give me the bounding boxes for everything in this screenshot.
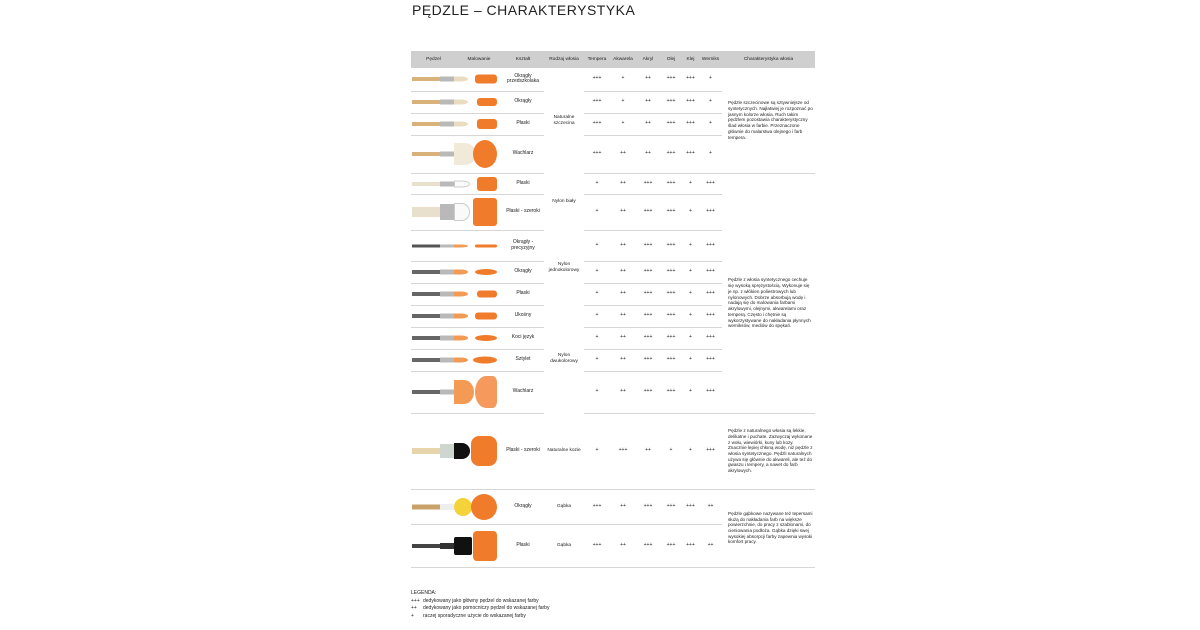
rating-cell: +++: [660, 135, 682, 173]
paint-stroke-icon: [473, 140, 497, 168]
rating-cell: +: [584, 261, 610, 283]
rating-cell: +: [610, 68, 636, 91]
brush-image-cell: [411, 173, 502, 194]
rating-cell: ++: [610, 371, 636, 413]
rating-cell: +++: [660, 113, 682, 135]
rating-cell: +: [584, 413, 610, 489]
shape-cell: Koci język: [502, 327, 544, 349]
rating-cell: +++: [699, 261, 722, 283]
rating-cell: +++: [699, 230, 722, 261]
rating-cell: +++: [636, 327, 660, 349]
rating-cell: ++: [610, 261, 636, 283]
rating-cell: +++: [636, 305, 660, 327]
paint-stroke-icon: [473, 357, 497, 364]
rating-cell: ++: [699, 524, 722, 567]
rating-cell: +: [584, 327, 610, 349]
shape-cell: Sztylet: [502, 349, 544, 371]
description-cell: Pędzle szczecinowe są sztywniejsze od syntetycznych. Najłatwiej je rozpoznać po jasnym kolorze włosia. Ruch takim pędzlem pozostawia charakterystyczny ślad włosia w farbie. Przeznaczone głównie do malarstwa olejnego i farb tempera.: [722, 68, 815, 173]
brush-table: [411, 51, 815, 568]
bristle-type-cell: Gąbka: [544, 489, 584, 524]
shape-cell: Płaski - szeroki: [502, 194, 544, 230]
rating-cell: +: [699, 135, 722, 173]
bristle-type-cell: Nylon jednokolorowy: [548, 261, 580, 273]
paint-stroke-icon: [477, 119, 497, 129]
header-cell: Akryl: [636, 51, 660, 68]
rating-cell: +++: [636, 349, 660, 371]
brush-image-cell: [411, 327, 502, 349]
rating-cell: +: [584, 349, 610, 371]
rating-cell: +++: [699, 349, 722, 371]
header-cell: Werniks: [699, 51, 722, 68]
rating-cell: +: [584, 230, 610, 261]
rating-cell: +++: [636, 524, 660, 567]
rating-cell: +++: [699, 194, 722, 230]
rating-cell: +++: [699, 371, 722, 413]
table-row: [411, 68, 815, 91]
rating-cell: +++: [682, 489, 699, 524]
bristle-type-cell: Naturalne szczecina: [553, 114, 575, 126]
brush-image-cell: [411, 68, 502, 91]
rating-cell: +++: [699, 283, 722, 305]
bristle-type-cell: Nylon biały: [552, 198, 576, 204]
legend-text: dedykowany jako główny pędzel do wskazanej farby: [423, 597, 539, 604]
paint-stroke-icon: [473, 531, 497, 561]
rating-cell: ++: [610, 230, 636, 261]
rating-cell: +++: [699, 305, 722, 327]
rating-cell: ++: [610, 194, 636, 230]
rating-cell: +++: [636, 283, 660, 305]
rating-cell: +++: [660, 524, 682, 567]
paint-stroke-icon: [477, 177, 497, 191]
rating-cell: ++: [610, 524, 636, 567]
rating-cell: +: [584, 283, 610, 305]
header-cell: Rodzaj włosia: [544, 51, 584, 68]
rating-cell: +: [610, 91, 636, 113]
rating-cell: +++: [584, 91, 610, 113]
rating-cell: +: [682, 413, 699, 489]
rating-cell: ++: [610, 305, 636, 327]
brush-image-cell: [411, 230, 502, 261]
shape-cell: Płaski: [502, 113, 544, 135]
header-cell: Charakterystyka włosia: [722, 51, 815, 68]
rating-cell: +: [699, 113, 722, 135]
brush-image-cell: [411, 524, 502, 567]
header-cell: Klej: [682, 51, 699, 68]
shape-cell: Okrągły - precyzyjny: [502, 230, 544, 261]
description-cell: Pędzle z włosia syntetycznego cechuje się wysoką sprężystością. Wykonuje się je np. z włókien poliestrowych lub nylonowych. Dobrze absorbują wodę i nadają się do malowania farbami akrylowymi, olejnymi, akwarelami oraz temperą. Często i chętnie są wykorzystywane do nakładania płynnych werniksów, mediów do spękań.: [722, 194, 815, 413]
rating-cell: +: [682, 173, 699, 194]
shape-cell: Okrągły: [502, 489, 544, 524]
rating-cell: ++: [610, 489, 636, 524]
rating-cell: +++: [699, 327, 722, 349]
rating-cell: +++: [660, 283, 682, 305]
rating-cell: +++: [660, 327, 682, 349]
brush-image-cell: [411, 194, 502, 230]
rating-cell: ++: [610, 327, 636, 349]
paint-stroke-icon: [477, 98, 497, 106]
rating-cell: +: [682, 349, 699, 371]
header-cell: Olej: [660, 51, 682, 68]
header-cell: Malowanie: [456, 51, 502, 68]
paint-stroke-icon: [477, 291, 497, 298]
rating-cell: +++: [636, 230, 660, 261]
rating-cell: +++: [636, 371, 660, 413]
legend-item: [411, 605, 549, 613]
rating-cell: +++: [660, 194, 682, 230]
rating-cell: +++: [660, 261, 682, 283]
rating-cell: +++: [660, 91, 682, 113]
rating-cell: ++: [636, 113, 660, 135]
paint-stroke-icon: [471, 436, 497, 466]
rating-cell: ++: [610, 349, 636, 371]
rating-cell: +++: [610, 413, 636, 489]
rating-cell: +++: [660, 371, 682, 413]
brush-image-cell: [411, 283, 502, 305]
rating-cell: +++: [636, 173, 660, 194]
rating-cell: +: [660, 413, 682, 489]
shape-cell: Płaski: [502, 283, 544, 305]
rating-cell: +: [682, 261, 699, 283]
shape-cell: Ukośny: [502, 305, 544, 327]
paint-stroke-icon: [471, 494, 497, 520]
paint-stroke-icon: [475, 376, 497, 408]
rating-cell: +++: [660, 230, 682, 261]
legend-symbol: +++: [411, 597, 420, 604]
header-cell: Akwarela: [610, 51, 636, 68]
brush-image-cell: [411, 113, 502, 135]
rating-cell: +++: [682, 91, 699, 113]
legend-text: raczej sporadyczne użycie do wskazanej farby: [423, 612, 526, 619]
brush-image-cell: [411, 135, 502, 173]
rating-cell: +: [584, 173, 610, 194]
description-cell: Pędzle gąbkowe nazywane też tepersami służą do nakładania farb na większe powierzchnie, do pracy z szablonami, do cieniowania podłoża. Gąbka dzięki swej wysokiej absorpcji farby zapewnia wysoki komfort pracy.: [722, 489, 815, 567]
paint-stroke-icon: [475, 313, 497, 320]
rating-cell: ++: [636, 91, 660, 113]
rating-cell: +++: [660, 173, 682, 194]
rating-cell: +++: [660, 489, 682, 524]
rating-cell: +: [610, 113, 636, 135]
rating-cell: +: [682, 194, 699, 230]
rating-cell: +++: [636, 489, 660, 524]
rating-cell: ++: [636, 135, 660, 173]
brush-image-cell: [411, 489, 502, 524]
description-cell-empty: [722, 173, 815, 194]
rating-cell: ++: [610, 173, 636, 194]
shape-cell: Wachlarz: [502, 371, 544, 413]
bristle-type-cell: Gąbka: [544, 524, 584, 567]
legend-title: LEGENDA:: [411, 590, 437, 596]
paint-stroke-icon: [475, 335, 497, 341]
legend-item: [411, 598, 549, 606]
shape-cell: Płaski: [502, 524, 544, 567]
rating-cell: ++: [610, 135, 636, 173]
brush-image-cell: [411, 261, 502, 283]
rating-cell: +++: [682, 68, 699, 91]
shape-cell: Okrągły: [502, 261, 544, 283]
rating-cell: +: [584, 194, 610, 230]
rating-cell: +++: [660, 68, 682, 91]
rating-cell: +++: [584, 113, 610, 135]
rating-cell: ++: [699, 489, 722, 524]
bristle-type-cell: Naturalne kozie: [544, 413, 584, 489]
rating-cell: +: [584, 371, 610, 413]
brush-image-cell: [411, 305, 502, 327]
table-row: [411, 194, 815, 230]
paint-stroke-icon: [475, 244, 497, 247]
shape-cell: Wachlarz: [502, 135, 544, 173]
rating-cell: +++: [699, 173, 722, 194]
rating-cell: +: [682, 230, 699, 261]
rating-cell: +++: [584, 135, 610, 173]
rating-cell: +++: [682, 524, 699, 567]
legend-symbol: +: [411, 612, 414, 619]
legend: [411, 590, 549, 620]
legend-symbol: ++: [411, 605, 417, 611]
rating-cell: +: [584, 305, 610, 327]
page-title: PĘDZLE – CHARAKTERYSTYKA: [412, 2, 636, 18]
shape-cell: Okrągły przedszkolaka: [502, 68, 544, 91]
rating-cell: +++: [682, 113, 699, 135]
brush-image-cell: [411, 371, 502, 413]
rating-cell: +++: [584, 489, 610, 524]
paint-stroke-icon: [475, 75, 497, 84]
rating-cell: +++: [682, 135, 699, 173]
rating-cell: +++: [584, 524, 610, 567]
table-row: [411, 173, 815, 194]
shape-cell: Płaski - szeroki: [502, 413, 544, 489]
brush-image-cell: [411, 413, 502, 489]
rating-cell: +++: [636, 261, 660, 283]
rating-cell: ++: [610, 283, 636, 305]
shape-cell: Płaski: [502, 173, 544, 194]
rating-cell: +++: [636, 194, 660, 230]
table-row: [411, 489, 815, 524]
description-cell: Pędzle z naturalnego włosia są lekkie, delikatne i puchate. Zazwyczaj wykonane z wołu, wiewiórki, kuny lub kozy. Znacznie lepiej chłoną wodę, niż pędzle z włosia syntetycznego. Pędzli naturalnych używa się głównie do akwareli, ale też do gwaszu i tempery, a nawet do farb akrylowych.: [722, 413, 815, 489]
header-cell: Kształt: [502, 51, 544, 68]
rating-cell: +: [699, 91, 722, 113]
legend-text: dedykowany jako pomocniczy pędzel do wskazanej farby: [423, 605, 550, 611]
rating-cell: +: [682, 371, 699, 413]
header-cell: Pędzel: [411, 51, 456, 68]
rating-cell: +++: [660, 305, 682, 327]
rating-cell: ++: [636, 413, 660, 489]
brush-image-cell: [411, 91, 502, 113]
rating-cell: +++: [660, 349, 682, 371]
rating-cell: +++: [584, 68, 610, 91]
table-header: [411, 51, 815, 68]
shape-cell: Okrągły: [502, 91, 544, 113]
rating-cell: +: [699, 68, 722, 91]
paint-stroke-icon: [475, 269, 497, 275]
rating-cell: +: [682, 305, 699, 327]
legend-item: [411, 613, 549, 621]
table-row: [411, 413, 815, 489]
bristle-type-cell: Nylon dwukolorowy: [550, 353, 578, 364]
paint-stroke-icon: [473, 198, 497, 226]
rating-cell: ++: [636, 68, 660, 91]
brush-image-cell: [411, 349, 502, 371]
rating-cell: +: [682, 327, 699, 349]
header-cell: Tempera: [584, 51, 610, 68]
rating-cell: +: [682, 283, 699, 305]
rating-cell: +++: [699, 413, 722, 489]
